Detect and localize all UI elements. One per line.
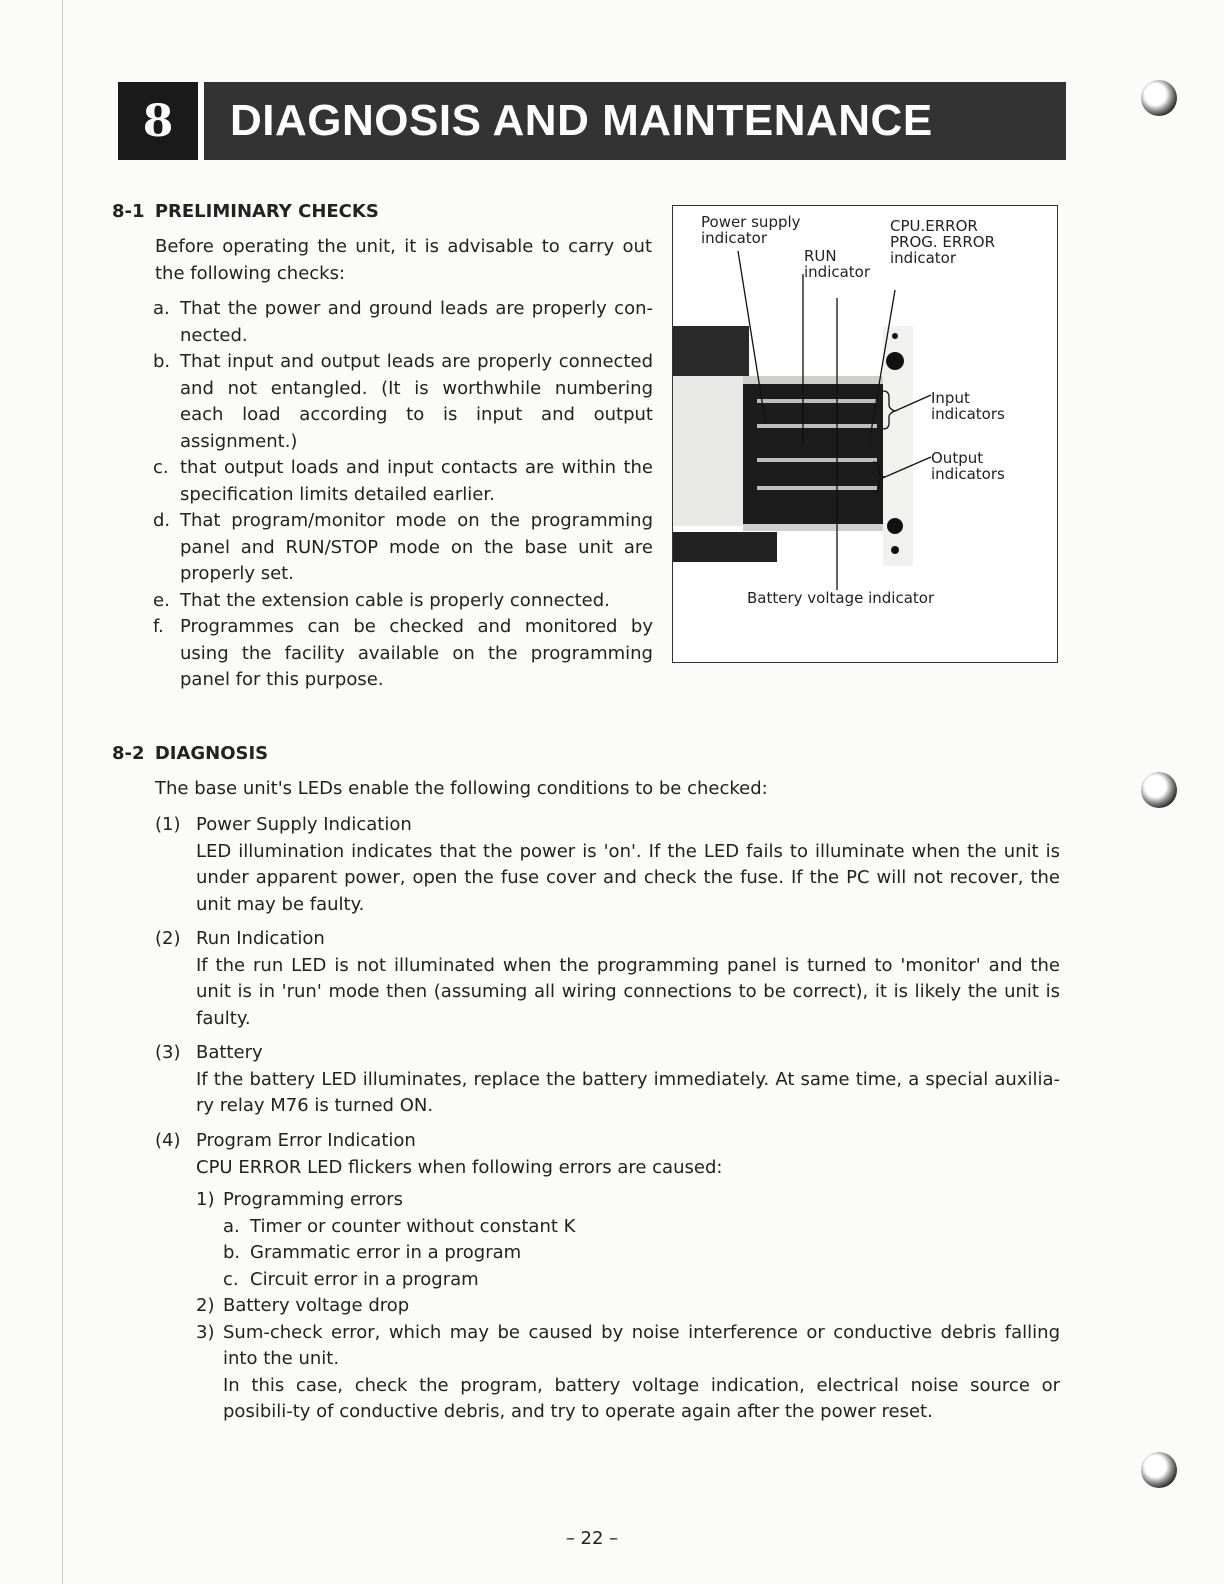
diagnosis-item-run: (2) Run Indication If the run LED is not illuminated when the programming panel is turned to 'monitor' and the unit is in 'run' mode then (assuming all wiring connections to be correct), it is likely the unit is faulty. bbox=[155, 926, 1060, 1032]
lower-connector-block bbox=[673, 532, 777, 562]
indicator-figure bbox=[672, 205, 1058, 663]
section-number: 8-2 bbox=[112, 743, 145, 764]
screw-head bbox=[892, 333, 898, 339]
diagnosis-intro: The base unit's LEDs enable the following conditions to be checked: bbox=[155, 778, 768, 799]
item-body: CPU ERROR LED flickers when following errors are caused: bbox=[196, 1156, 723, 1178]
list-item: a. Timer or counter without constant K bbox=[223, 1215, 576, 1237]
run-indicator-label: RUN indicator bbox=[804, 247, 871, 281]
list-item: d. That program/monitor mode on the programming panel and RUN/STOP mode on the base unit are properly set. bbox=[153, 510, 653, 584]
list-item: f. Programmes can be checked and monitored by using the facility available on the programming panel for this purpose. bbox=[153, 616, 653, 690]
chapter-title: DIAGNOSIS AND MAINTENANCE bbox=[230, 96, 933, 145]
list-item: a. That the power and ground leads are properly con-nected. bbox=[153, 298, 653, 346]
punch-hole bbox=[1141, 80, 1177, 116]
battery-voltage-label: Battery voltage indicator bbox=[747, 589, 935, 607]
punch-hole bbox=[1141, 772, 1177, 808]
item-body: If the battery LED illuminates, replace the battery immediately. At same time, a special auxilia-ry relay M76 is turned ON. bbox=[196, 1068, 1060, 1116]
binding-edge bbox=[62, 0, 63, 1584]
page-number: – 22 – bbox=[565, 1528, 619, 1549]
list-item: b. Grammatic error in a program bbox=[223, 1242, 522, 1263]
screw-head bbox=[886, 352, 904, 370]
item-body: If the run LED is not illuminated when the programming panel is turned to 'monitor' and the unit is in 'run' mode then (assuming all wiring connections to be correct), it is likely the unit is faulty. bbox=[196, 954, 1060, 1029]
preliminary-checklist bbox=[153, 296, 653, 694]
list-item: 2) Battery voltage drop bbox=[196, 1295, 410, 1316]
cpu-error-label: CPU.ERROR PROG. ERROR indicator bbox=[890, 217, 995, 267]
item-title: Power Supply Indication bbox=[196, 814, 412, 835]
screw-head bbox=[887, 518, 903, 534]
power-supply-label: Power supply indicator bbox=[701, 213, 801, 247]
screw-head bbox=[891, 546, 899, 554]
section-heading-diagnosis bbox=[112, 743, 268, 764]
list-item: c. Circuit error in a program bbox=[223, 1268, 479, 1290]
item-title: Battery bbox=[196, 1042, 263, 1063]
output-indicators-label: Output indicators bbox=[931, 449, 1005, 483]
item-title: Program Error Indication bbox=[196, 1130, 416, 1151]
list-item: 1) Programming errors bbox=[196, 1189, 403, 1210]
list-item: 3) Sum-check error, which may be caused by noise interference or conductive debris falling into the unit. bbox=[196, 1321, 1060, 1369]
diagnosis-item-battery: (3) Battery If the battery LED illuminates, replace the battery immediately. At same time, a special auxilia-ry relay M76 is turned ON. bbox=[155, 1040, 1060, 1120]
section-heading-preliminary bbox=[112, 201, 379, 222]
item-body: LED illumination indicates that the power is 'on'. If the LED fails to illuminate when the unit is under apparent power, open the fuse cover and check the fuse. If the PC will not recover, the unit may be faulty. bbox=[196, 840, 1060, 915]
input-indicators-label: Input indicators bbox=[931, 389, 1005, 423]
diagnosis-item-program-error: (4) Program Error Indication CPU ERROR LED flickers when following errors are caused: 1) Programming errors a. Timer or counter without constant K b. Grammatic error in a program c. Circuit error in a program 2) Battery voltage drop 3) Sum-check error, which may be caused by noise interference or conductive debris falling into the unit. In this case, check the program, battery voltage indication, electrical noise source or posibili-ty of conductive debris, and try to operate again after the power reset. bbox=[155, 1128, 1060, 1426]
chapter-number: 8 bbox=[118, 82, 198, 160]
section-number: 8-1 bbox=[112, 201, 145, 222]
preliminary-intro: Before operating the unit, it is advisable to carry out the following checks: bbox=[155, 236, 652, 284]
section-title: DIAGNOSIS bbox=[154, 743, 269, 764]
list-item: b. That input and output leads are properly connected and not entangled. (It is worthwhile numbering each load according to is input and output assignment.) bbox=[153, 351, 653, 452]
programming-error-sublist bbox=[196, 1214, 1060, 1294]
list-item: c. that output loads and input contacts are within the specification limits detailed earlier. bbox=[153, 457, 653, 505]
left-connector-block bbox=[673, 326, 749, 376]
diagnosis-item-power: (1) Power Supply Indication LED illumination indicates that the power is 'on'. If the LED fails to illuminate when the unit is under apparent power, open the fuse cover and check the fuse. If the PC will not recover, the unit may be faulty. bbox=[155, 812, 1060, 918]
punch-hole bbox=[1141, 1452, 1177, 1488]
list-item: e. That the extension cable is properly connected. bbox=[153, 589, 610, 611]
error-list bbox=[196, 1187, 1060, 1426]
chapter-banner bbox=[118, 82, 1066, 160]
sum-check-note: In this case, check the program, battery voltage indication, electrical noise source or posibili-ty of conductive debris, and try to operate again after the power reset. bbox=[223, 1374, 1060, 1422]
item-title: Run Indication bbox=[196, 928, 325, 949]
led-panel bbox=[743, 384, 893, 524]
section-title: PRELIMINARY CHECKS bbox=[154, 201, 379, 222]
